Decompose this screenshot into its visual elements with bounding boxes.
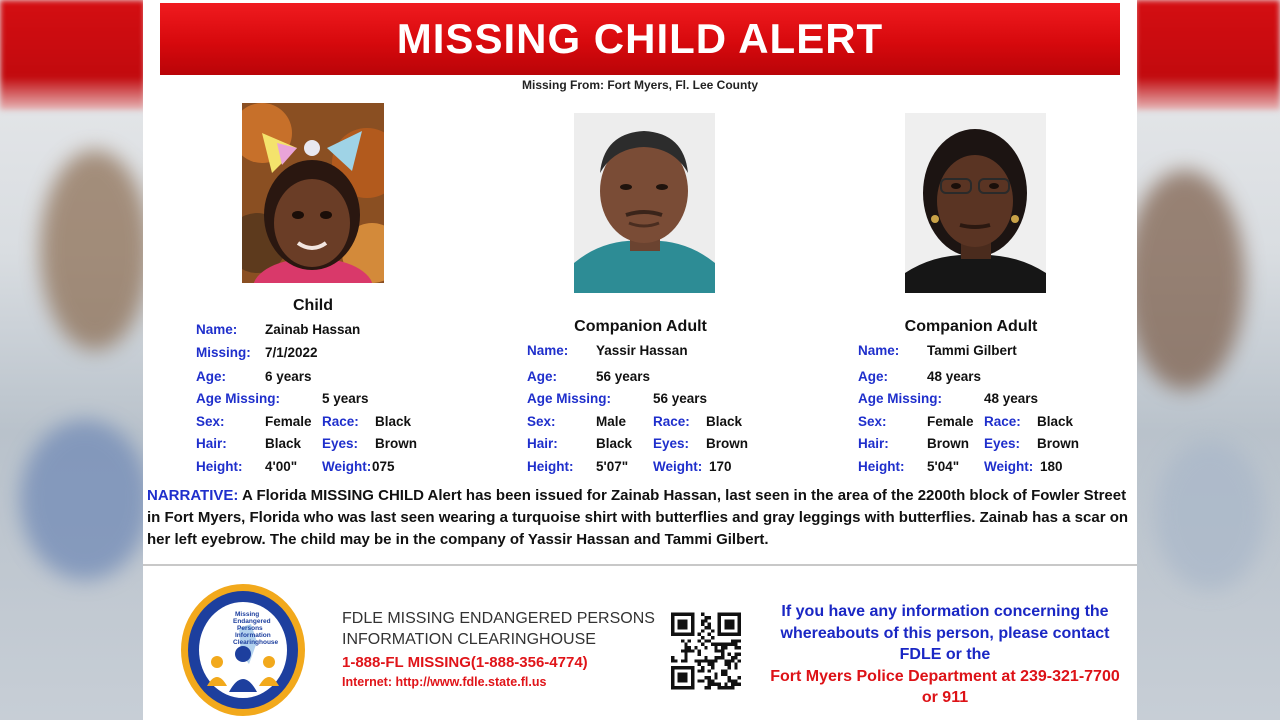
alert-banner xyxy=(160,3,1120,75)
missing-from: Missing From: Fort Myers, Fl. Lee County xyxy=(521,78,759,92)
missing-child-poster xyxy=(143,0,1137,720)
label: Eyes: xyxy=(984,436,1021,451)
companion2-photo xyxy=(905,113,1046,293)
seal-text-4: Information xyxy=(235,632,271,639)
seal-text-5: Clearinghouse xyxy=(233,639,279,646)
companion2-sex: Female xyxy=(927,414,974,429)
child-photo xyxy=(242,103,384,283)
companion2-height: 5'04" xyxy=(927,459,960,474)
fdle-info xyxy=(342,608,662,689)
child-sex: Female xyxy=(265,414,312,429)
child-height: 4'00" xyxy=(265,459,298,474)
child-name: Zainab Hassan xyxy=(265,322,361,337)
label: Name: xyxy=(196,322,238,337)
companion2-heading: Companion Adult xyxy=(904,318,1038,335)
companion2-name: Tammi Gilbert xyxy=(927,343,1017,358)
label: Race: xyxy=(322,414,359,429)
companion2-weight: 180 xyxy=(1040,459,1063,474)
companion1-heading: Companion Adult xyxy=(574,318,707,335)
label: Height: xyxy=(527,459,574,474)
label: Age: xyxy=(858,369,888,384)
child-age-missing: 5 years xyxy=(322,391,369,406)
seal-text-2: Endangered xyxy=(233,618,271,625)
label: Age: xyxy=(527,369,557,384)
label: Race: xyxy=(984,414,1021,429)
label: Sex: xyxy=(527,414,556,429)
footer-divider xyxy=(143,564,1137,566)
label: Age Missing: xyxy=(196,391,281,406)
companion1-sex: Male xyxy=(596,414,627,429)
child-age: 6 years xyxy=(265,369,312,384)
alert-title: MISSING CHILD ALERT xyxy=(396,15,884,62)
label: Hair: xyxy=(196,436,227,451)
org-line-1: FDLE MISSING ENDANGERED PERSONS xyxy=(342,610,655,627)
label: Race: xyxy=(653,414,690,429)
backdrop-right xyxy=(1135,0,1280,720)
child-heading: Child xyxy=(293,297,333,314)
label: Age Missing: xyxy=(858,391,943,406)
backdrop-left xyxy=(0,0,145,720)
child-eyes: Brown xyxy=(375,436,417,451)
label: Weight: xyxy=(653,459,703,474)
companion1-hair: Black xyxy=(596,436,633,451)
companion1-weight: 170 xyxy=(709,459,732,474)
contact-line-2: whereabouts of this person, please contact xyxy=(780,624,1110,642)
seal-text-3: Persons xyxy=(237,625,263,632)
label: Hair: xyxy=(858,436,889,451)
label: Height: xyxy=(858,459,905,474)
companion1-race: Black xyxy=(706,414,743,429)
companion1-age: 56 years xyxy=(596,369,651,384)
label: Name: xyxy=(527,343,569,358)
narrative xyxy=(147,485,1137,551)
label: Missing: xyxy=(196,345,251,360)
companion2-race: Black xyxy=(1037,414,1074,429)
companion1-age-missing: 56 years xyxy=(653,391,708,406)
label: Name: xyxy=(858,343,900,358)
companion1-height: 5'07" xyxy=(596,459,629,474)
contact-line-1: If you have any information concerning the xyxy=(781,603,1109,620)
contact-info xyxy=(755,601,1135,709)
child-hair: Black xyxy=(265,436,302,451)
label: Hair: xyxy=(527,436,558,451)
label: Weight: xyxy=(322,459,372,474)
qr-code-icon[interactable] xyxy=(671,612,741,690)
org-line-2: INFORMATION CLEARINGHOUSE xyxy=(342,631,596,648)
label: Weight: xyxy=(984,459,1034,474)
label: Age Missing: xyxy=(527,391,612,406)
label: Eyes: xyxy=(322,436,359,451)
companion1-photo xyxy=(574,113,715,293)
label: Eyes: xyxy=(653,436,690,451)
companion1-eyes: Brown xyxy=(706,436,748,451)
companion2-eyes: Brown xyxy=(1037,436,1079,451)
child-weight: 075 xyxy=(372,459,395,474)
contact-line-5: or 911 xyxy=(921,689,969,706)
label: Age: xyxy=(196,369,226,384)
child-missing-date: 7/1/2022 xyxy=(265,345,318,360)
contact-line-4[interactable]: Fort Myers Police Department at 239-321-7700 xyxy=(770,667,1120,685)
narrative-text: A Florida MISSING CHILD Alert has been issued for Zainab Hassan, last seen in the area of the 2200th block of Fowler Street in Fort Myers, Florida who was last seen wearing a turquoise shirt with butterflies and gray leggings with butterflies. Zainab has a scar on her left eyebrow. The child may be in the company of Yassir Hassan and Tammi Gilbert. xyxy=(147,487,1129,548)
clearinghouse-seal-icon xyxy=(179,582,307,718)
seal-text-1: Missing xyxy=(235,611,260,618)
narrative-lead: NARRATIVE: xyxy=(147,487,239,504)
fdle-website[interactable]: Internet: http://www.fdle.state.fl.us xyxy=(342,675,547,689)
contact-line-3: FDLE or the xyxy=(899,646,991,663)
companion1-name: Yassir Hassan xyxy=(596,343,688,358)
child-race: Black xyxy=(375,414,412,429)
companion2-hair: Brown xyxy=(927,436,969,451)
label: Height: xyxy=(196,459,243,474)
hotline-number[interactable]: 1-888-FL MISSING(1-888-356-4774) xyxy=(342,654,588,671)
companion2-age: 48 years xyxy=(927,369,982,384)
label: Sex: xyxy=(196,414,225,429)
label: Sex: xyxy=(858,414,887,429)
companion2-age-missing: 48 years xyxy=(984,391,1039,406)
